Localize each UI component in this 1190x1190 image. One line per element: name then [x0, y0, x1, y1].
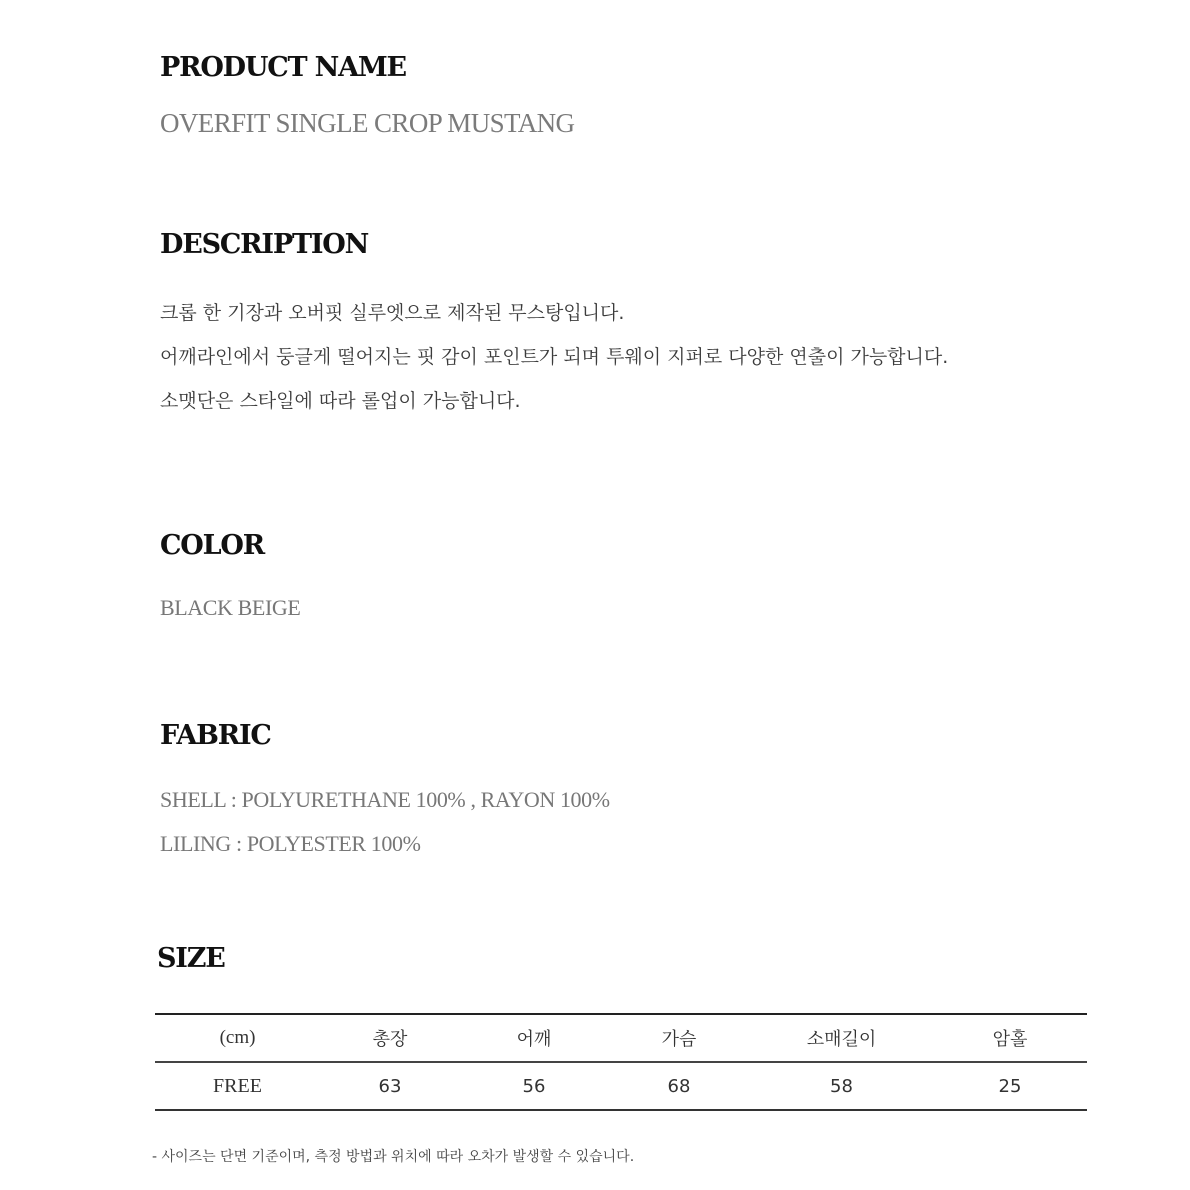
- size-cell-length: 63: [378, 1075, 402, 1097]
- size-header-unit: (cm): [219, 1027, 256, 1048]
- size-header-chest: 가슴: [661, 1029, 697, 1050]
- size-heading: SIZE: [157, 943, 225, 974]
- product-name-heading: PRODUCT NAME: [160, 52, 406, 83]
- size-cell-chest: 68: [667, 1075, 691, 1097]
- table-row: [155, 1062, 1087, 1110]
- size-cell-sleeve: 58: [830, 1075, 853, 1097]
- size-header-length: 총장: [372, 1029, 408, 1050]
- size-header-shoulder: 어깨: [516, 1029, 552, 1050]
- description-line-2: 어깨라인에서 둥글게 떨어지는 핏 감이 포인트가 되며 투웨이 지퍼로 다양한 연출이 가능합니다.: [160, 346, 949, 368]
- size-cell-armhole: 25: [998, 1075, 1022, 1097]
- size-header-armhole: 암홀: [992, 1029, 1028, 1050]
- color-value: BLACK BEIGE: [160, 595, 301, 620]
- description-heading: DESCRIPTION: [160, 229, 369, 260]
- fabric-heading: FABRIC: [160, 720, 271, 751]
- size-cell-size: FREE: [213, 1074, 262, 1097]
- description-line-1: 크롭 한 기장과 오버핏 실루엣으로 제작된 무스탕입니다.: [160, 302, 625, 324]
- size-header-sleeve: 소매길이: [806, 1029, 877, 1050]
- fabric-shell: SHELL : POLYURETHANE 100% , RAYON 100%: [160, 787, 610, 812]
- size-cell-shoulder: 56: [522, 1075, 546, 1097]
- fabric-lining: LILING : POLYESTER 100%: [160, 831, 421, 856]
- size-table: [155, 1013, 1087, 1111]
- color-heading: COLOR: [160, 530, 264, 561]
- product-name-value: OVERFIT SINGLE CROP MUSTANG: [160, 108, 575, 138]
- size-note: - 사이즈는 단면 기준이며, 측정 방법과 위치에 따라 오차가 발생할 수 있습니다.: [152, 1149, 635, 1165]
- size-table-header-row: [155, 1014, 1087, 1062]
- description-line-3: 소맷단은 스타일에 따라 롤업이 가능합니다.: [160, 390, 521, 412]
